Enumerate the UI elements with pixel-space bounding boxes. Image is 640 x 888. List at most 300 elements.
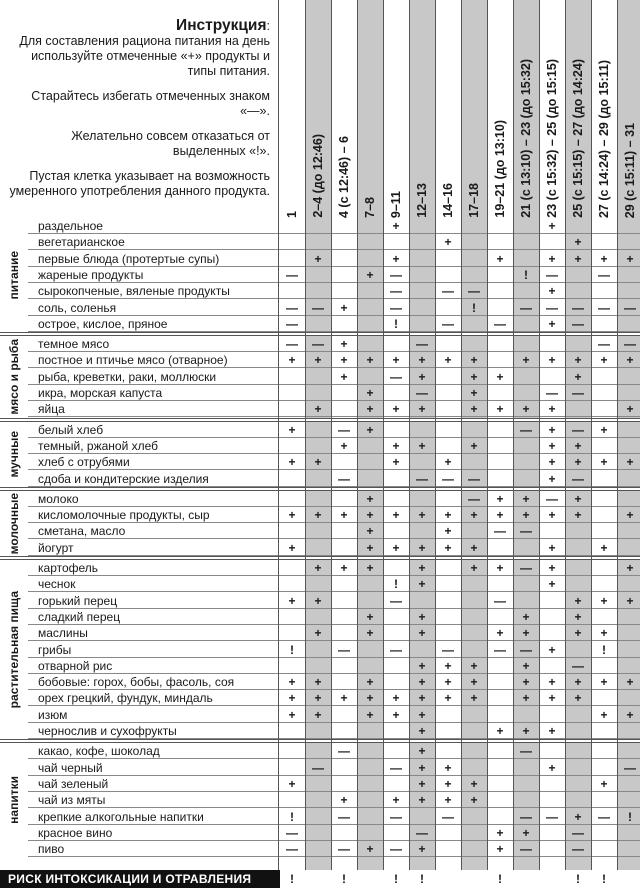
table-cell: — — [546, 300, 558, 315]
row-label: хлеб с отрубями — [38, 455, 130, 470]
table-cell — [565, 560, 591, 576]
column-header-label: 21 (с 13:10) – 23 (до 15:32) — [519, 59, 533, 218]
table-cell: + — [288, 540, 296, 555]
table-cell — [591, 523, 617, 539]
table-cell: — — [494, 316, 506, 331]
table-cell — [617, 422, 640, 438]
table-cell — [591, 234, 617, 250]
table-cell — [591, 792, 617, 808]
table-cell — [357, 454, 383, 470]
table-cell: + — [444, 508, 452, 523]
table-row — [28, 576, 640, 592]
table-cell — [461, 723, 487, 739]
table-cell — [487, 234, 513, 250]
table-cell — [357, 792, 383, 808]
table-cell: — — [520, 744, 532, 759]
table-cell — [539, 743, 565, 759]
risk-cell: ! — [290, 872, 294, 886]
table-cell: + — [418, 577, 426, 592]
table-cell: + — [366, 626, 374, 641]
table-cell: — — [494, 642, 506, 657]
table-cell — [435, 743, 461, 759]
row-label: чеснок — [38, 577, 76, 592]
risk-cell: ! — [394, 872, 398, 886]
table-cell — [591, 438, 617, 454]
table-cell: — — [312, 337, 324, 352]
table-cell — [617, 316, 640, 332]
table-row — [28, 300, 640, 316]
table-cell: + — [392, 219, 400, 233]
table-cell: + — [548, 438, 556, 453]
table-cell — [305, 609, 331, 625]
table-cell: + — [574, 809, 582, 824]
row-label: сырокопченые, вяленые продукты — [38, 284, 230, 299]
table-cell: + — [496, 402, 504, 417]
table-cell — [383, 658, 409, 674]
row-label: темный, ржаной хлеб — [38, 438, 159, 453]
table-cell — [487, 471, 513, 487]
table-cell — [331, 658, 357, 674]
table-cell — [331, 491, 357, 507]
table-cell — [357, 723, 383, 739]
table-cell: + — [626, 402, 634, 417]
table-cell — [513, 316, 539, 332]
table-cell: + — [444, 793, 452, 808]
table-cell: + — [366, 524, 374, 539]
column-divider — [565, 0, 566, 870]
table-cell — [617, 267, 640, 283]
table-row — [28, 316, 640, 332]
table-cell — [383, 825, 409, 841]
table-cell: — — [494, 524, 506, 539]
table-cell — [461, 576, 487, 592]
risk-cell — [539, 871, 565, 887]
column-header-label: 29 (с 15:11) – 31 — [623, 122, 637, 218]
table-cell — [279, 625, 305, 641]
table-cell: + — [496, 626, 504, 641]
table-cell — [409, 642, 435, 658]
table-cell — [591, 658, 617, 674]
row-label: темное мясо — [38, 337, 110, 352]
table-cell: + — [470, 658, 478, 673]
table-cell — [565, 792, 591, 808]
table-cell: + — [314, 455, 322, 470]
table-cell: + — [418, 369, 426, 384]
table-cell: + — [288, 353, 296, 368]
table-cell — [305, 809, 331, 825]
table-cell: — — [442, 809, 454, 824]
table-cell — [461, 234, 487, 250]
table-cell: + — [522, 353, 530, 368]
column-divider — [435, 0, 436, 870]
table-cell — [591, 576, 617, 592]
column-divider — [357, 0, 358, 870]
column-header-label: 23 (с 15:32) – 25 (до 15:15) — [545, 59, 559, 218]
table-cell — [617, 576, 640, 592]
table-cell — [513, 792, 539, 808]
table-cell: — — [546, 809, 558, 824]
instructions-line-4: Пустая клетка указывает на возможность умеренного употребления данного продукта. — [9, 169, 270, 198]
table-cell: + — [392, 707, 400, 722]
table-cell — [487, 267, 513, 283]
table-cell: + — [444, 540, 452, 555]
table-cell — [513, 369, 539, 385]
table-cell — [461, 422, 487, 438]
table-cell — [383, 491, 409, 507]
table-cell — [435, 251, 461, 267]
table-row — [28, 723, 640, 739]
table-cell — [383, 385, 409, 401]
table-cell — [279, 609, 305, 625]
table-cell — [487, 438, 513, 454]
table-cell — [617, 690, 640, 706]
table-cell — [461, 523, 487, 539]
table-row — [28, 690, 640, 706]
table-cell: + — [470, 540, 478, 555]
table-cell — [461, 316, 487, 332]
column-divider — [539, 0, 540, 870]
row-label: чай зеленый — [38, 776, 109, 791]
table-cell: — — [390, 300, 402, 315]
table-cell: ! — [524, 267, 528, 282]
table-cell: — — [416, 386, 428, 400]
table-cell — [513, 776, 539, 792]
table-cell — [409, 316, 435, 332]
table-cell — [305, 491, 331, 507]
table-cell: + — [522, 609, 530, 624]
instructions-line-2: Старайтесь избегать отмеченных знаком «—». — [31, 89, 270, 118]
table-cell: — — [572, 422, 584, 437]
table-cell: + — [418, 540, 426, 555]
column-header-label: 12–13 — [415, 183, 429, 218]
column-header — [591, 0, 617, 218]
table-cell: + — [626, 561, 634, 575]
table-cell: + — [418, 707, 426, 722]
table-cell — [487, 540, 513, 556]
table-cell: + — [314, 508, 322, 523]
column-header-label: 25 (с 15:15) – 27 (до 14:24) — [571, 59, 585, 218]
column-divider — [305, 0, 306, 870]
table-cell — [591, 471, 617, 487]
table-cell — [539, 609, 565, 625]
table-cell: — — [520, 422, 532, 437]
table-cell — [487, 809, 513, 825]
table-cell — [461, 841, 487, 857]
table-cell: — — [416, 337, 428, 352]
table-cell: — — [468, 471, 480, 486]
table-cell: + — [340, 300, 348, 315]
table-cell — [305, 576, 331, 592]
table-cell: + — [288, 707, 296, 722]
table-cell: ! — [394, 577, 398, 592]
table-cell: + — [574, 235, 582, 250]
table-cell: + — [340, 691, 348, 706]
table-cell: — — [520, 842, 532, 857]
table-cell: + — [496, 842, 504, 857]
table-cell — [539, 336, 565, 352]
table-cell: + — [366, 691, 374, 706]
table-cell: + — [574, 675, 582, 690]
table-cell: + — [548, 353, 556, 368]
table-cell: — — [286, 842, 298, 857]
table-cell — [461, 743, 487, 759]
table-cell: — — [442, 642, 454, 657]
table-cell: + — [288, 675, 296, 690]
table-cell — [539, 707, 565, 723]
row-label: пиво — [38, 842, 65, 857]
table-cell — [513, 593, 539, 609]
table-cell — [513, 438, 539, 454]
column-header — [435, 0, 461, 218]
table-cell: + — [470, 353, 478, 368]
table-cell — [357, 642, 383, 658]
risk-label: РИСК ИНТОКСИКАЦИИ И ОТРАВЛЕНИЯ — [0, 870, 280, 888]
table-cell — [487, 336, 513, 352]
table-cell — [383, 471, 409, 487]
table-cell: + — [366, 540, 374, 555]
row-label: жареные продукты — [38, 267, 144, 282]
table-cell — [331, 454, 357, 470]
table-cell — [513, 454, 539, 470]
table-row — [28, 707, 640, 723]
instructions-line-3: Желательно совсем отказаться от выделенных «!». — [71, 129, 270, 158]
table-cell: + — [366, 491, 374, 506]
table-cell: + — [496, 491, 504, 506]
table-cell — [487, 300, 513, 316]
table-cell — [409, 300, 435, 316]
table-cell — [591, 507, 617, 523]
table-cell: + — [574, 455, 582, 470]
instructions-line-1: Для составления рациона питания на день используйте отмеченные «+» продукты и типы питания. — [19, 34, 270, 78]
table-cell: + — [522, 825, 530, 840]
table-cell — [435, 336, 461, 352]
table-cell: + — [288, 593, 296, 608]
table-cell — [617, 218, 640, 234]
table-row — [28, 792, 640, 808]
table-cell — [591, 825, 617, 841]
table-cell: + — [444, 776, 452, 791]
table-cell: + — [548, 422, 556, 437]
table-cell — [513, 760, 539, 776]
table-cell: + — [496, 724, 504, 738]
table-cell — [487, 760, 513, 776]
column-header — [383, 0, 409, 218]
table-cell — [591, 690, 617, 706]
table-cell — [357, 300, 383, 316]
table-cell — [409, 523, 435, 539]
table-cell — [279, 491, 305, 507]
table-cell — [383, 776, 409, 792]
table-cell — [591, 401, 617, 417]
table-cell — [435, 625, 461, 641]
table-cell: + — [288, 422, 296, 437]
table-cell — [513, 707, 539, 723]
table-cell: + — [600, 593, 608, 608]
table-cell: + — [340, 438, 348, 453]
table-cell: + — [392, 251, 400, 266]
table-cell: + — [548, 577, 556, 592]
table-row — [28, 609, 640, 625]
table-cell: — — [520, 809, 532, 824]
table-row — [28, 743, 640, 759]
table-cell: + — [470, 386, 478, 400]
table-cell: + — [522, 626, 530, 641]
table-cell: + — [418, 776, 426, 791]
table-cell — [305, 267, 331, 283]
table-cell: + — [340, 561, 348, 575]
table-row — [28, 283, 640, 299]
instructions-block: Инструкция: Для составления рациона питания на день используйте отмеченные «+» продукты и типы питания. Старайтесь избегать отмеченных знаком «—». Желательно совсем отказаться от выделенных «!». Пустая клетка указывает на возможность умеренного употребления данного продукта. — [4, 8, 270, 209]
table-cell — [383, 234, 409, 250]
table-cell: + — [366, 386, 374, 400]
table-row — [28, 642, 640, 658]
table-cell — [383, 743, 409, 759]
table-cell — [617, 841, 640, 857]
table-row — [28, 352, 640, 368]
table-cell: + — [548, 724, 556, 738]
table-cell: + — [470, 776, 478, 791]
table-cell — [591, 760, 617, 776]
table-cell — [357, 316, 383, 332]
table-cell: — — [338, 471, 350, 486]
table-row — [28, 825, 640, 841]
table-cell — [617, 234, 640, 250]
table-cell — [487, 352, 513, 368]
table-cell: — — [468, 491, 480, 506]
table-cell — [279, 234, 305, 250]
table-cell — [435, 723, 461, 739]
table-cell — [331, 625, 357, 641]
table-cell — [461, 809, 487, 825]
table-cell: — — [390, 369, 402, 384]
table-cell: + — [366, 422, 374, 437]
table-cell — [591, 369, 617, 385]
table-cell: + — [418, 658, 426, 673]
row-label: белый хлеб — [38, 422, 104, 437]
table-cell: ! — [290, 642, 294, 657]
table-cell — [617, 283, 640, 299]
table-cell — [591, 723, 617, 739]
row-label: соль, соленья — [38, 300, 117, 315]
table-cell — [409, 234, 435, 250]
table-cell — [331, 576, 357, 592]
column-divider — [513, 0, 514, 870]
table-cell — [331, 707, 357, 723]
table-cell — [435, 401, 461, 417]
table-cell — [591, 218, 617, 234]
table-cell — [383, 336, 409, 352]
table-cell: + — [366, 609, 374, 624]
risk-cell — [513, 871, 539, 887]
table-cell — [435, 841, 461, 857]
row-label: отварной рис — [38, 658, 113, 673]
table-cell: ! — [394, 316, 398, 331]
table-cell — [357, 471, 383, 487]
table-cell — [513, 283, 539, 299]
table-cell: + — [600, 251, 608, 266]
table-cell — [305, 841, 331, 857]
table-cell: — — [312, 760, 324, 775]
table-cell: + — [418, 438, 426, 453]
table-cell — [305, 218, 331, 234]
group-label — [0, 560, 28, 739]
row-label: картофель — [38, 561, 99, 575]
table-cell: — — [312, 300, 324, 315]
table-row — [28, 438, 640, 454]
table-cell: + — [314, 561, 322, 575]
table-cell: — — [416, 471, 428, 486]
table-cell — [539, 792, 565, 808]
table-cell — [331, 218, 357, 234]
table-cell — [331, 401, 357, 417]
table-cell: — — [572, 471, 584, 486]
table-cell: + — [366, 402, 374, 417]
table-cell: + — [392, 540, 400, 555]
table-cell — [565, 642, 591, 658]
table-cell — [591, 609, 617, 625]
table-cell — [539, 825, 565, 841]
table-cell — [279, 523, 305, 539]
table-cell: — — [468, 284, 480, 299]
table-cell — [279, 723, 305, 739]
table-cell — [409, 218, 435, 234]
table-cell: + — [470, 438, 478, 453]
column-header — [279, 0, 305, 218]
table-cell: + — [444, 353, 452, 368]
table-cell: + — [314, 402, 322, 417]
column-header — [305, 0, 331, 218]
table-row — [28, 267, 640, 283]
row-label: яйца — [38, 402, 65, 417]
table-cell — [357, 336, 383, 352]
table-cell: + — [340, 793, 348, 808]
table-cell — [539, 625, 565, 641]
table-cell: + — [392, 353, 400, 368]
table-cell: + — [418, 561, 426, 575]
column-divider — [278, 0, 279, 870]
table-cell: — — [520, 524, 532, 539]
table-cell — [591, 841, 617, 857]
column-header-label: 2–4 (до 12:46) — [311, 134, 325, 218]
table-cell: + — [418, 508, 426, 523]
table-cell: + — [340, 508, 348, 523]
table-cell — [331, 776, 357, 792]
table-cell — [357, 743, 383, 759]
table-cell — [539, 234, 565, 250]
table-cell — [565, 218, 591, 234]
group-label — [0, 491, 28, 556]
table-row — [28, 593, 640, 609]
column-header — [331, 0, 357, 218]
table-cell: + — [548, 251, 556, 266]
table-cell — [331, 674, 357, 690]
table-cell — [383, 523, 409, 539]
table-cell: + — [470, 369, 478, 384]
row-divider — [28, 856, 640, 857]
table-cell — [461, 707, 487, 723]
row-label: молоко — [38, 491, 79, 506]
row-label: орех грецкий, фундук, миндаль — [38, 691, 213, 706]
column-divider — [591, 0, 592, 870]
column-header — [617, 0, 640, 218]
table-cell: + — [366, 353, 374, 368]
table-row — [28, 507, 640, 523]
table-cell: + — [626, 455, 634, 470]
table-cell — [305, 658, 331, 674]
table-cell: + — [314, 675, 322, 690]
table-cell: + — [548, 561, 556, 575]
row-label: грибы — [38, 642, 72, 657]
